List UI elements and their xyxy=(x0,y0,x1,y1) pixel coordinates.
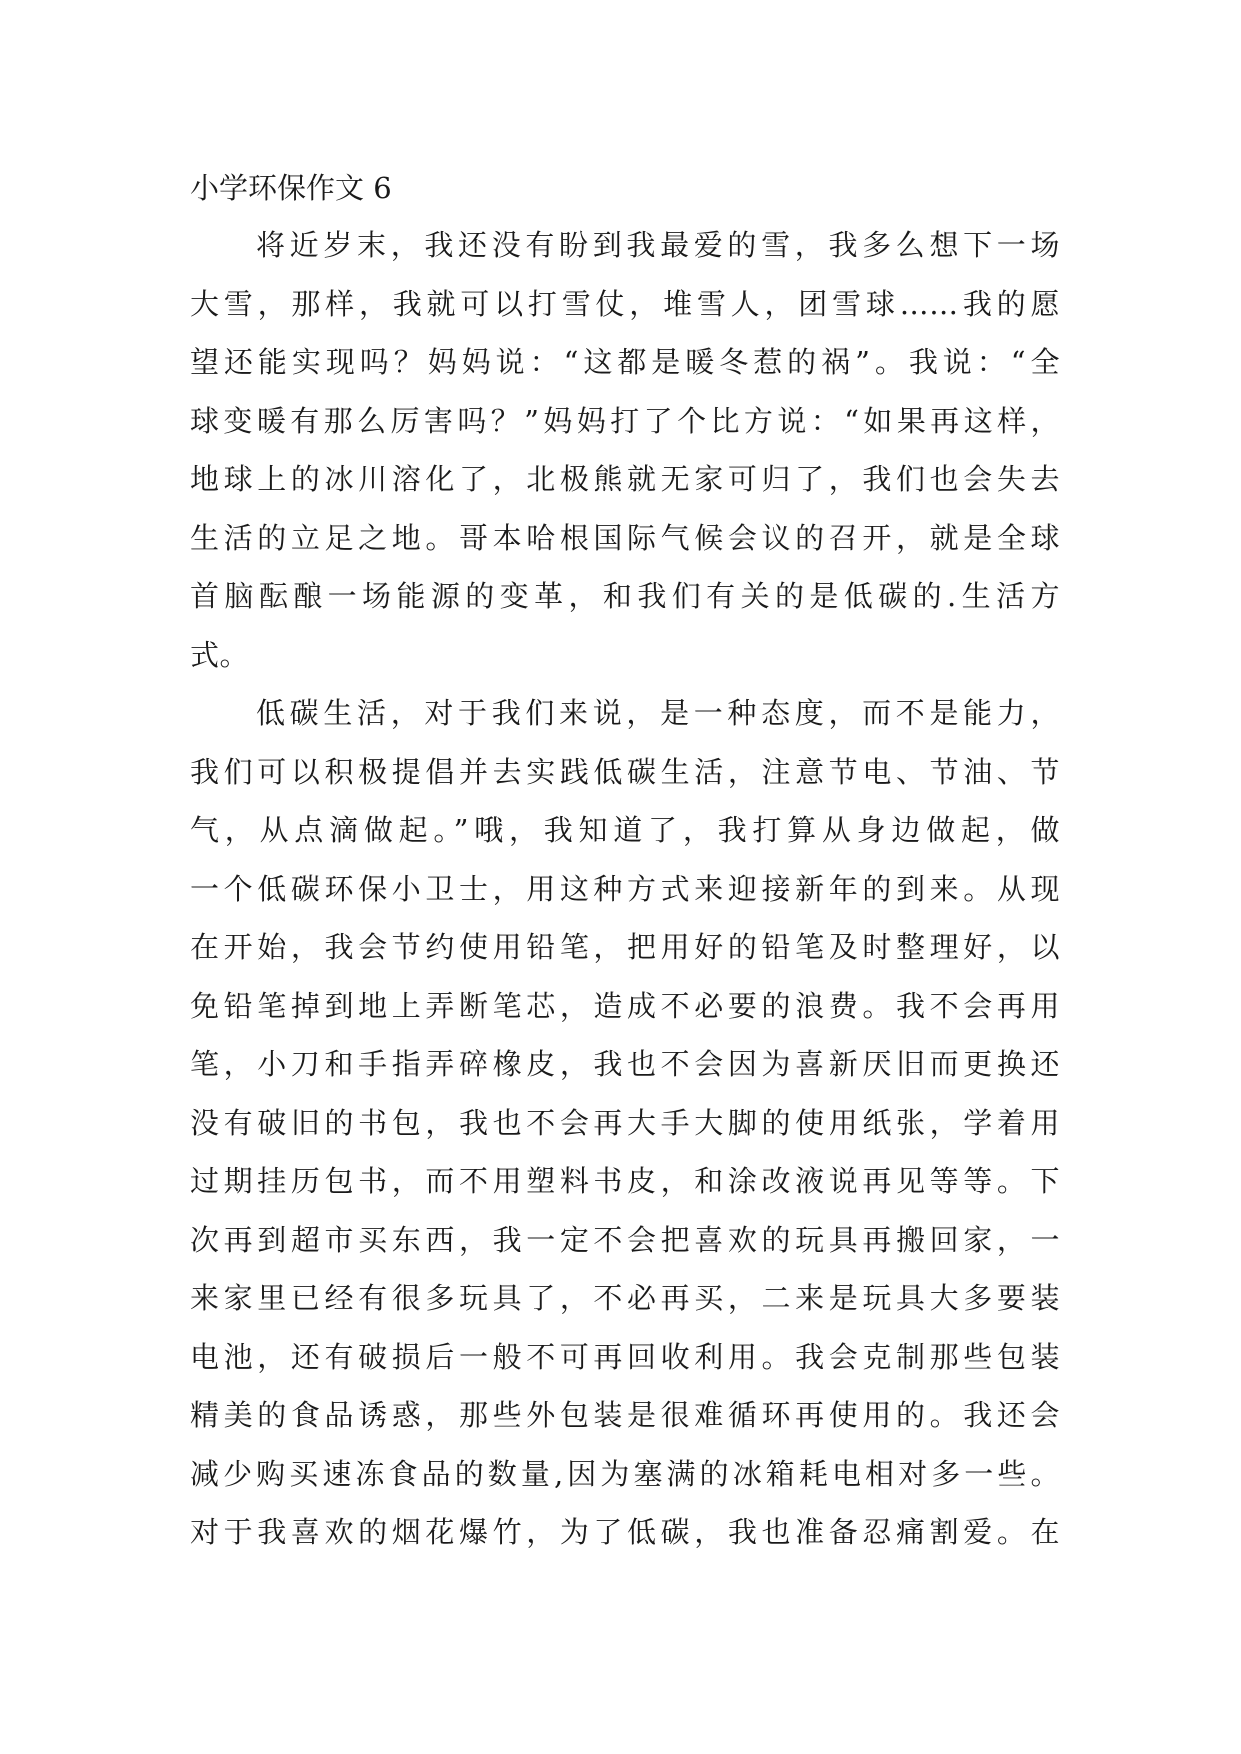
text-line: 望还能实现吗？妈妈说：“这都是暖冬惹的祸”。我说：“全 xyxy=(190,345,1060,379)
text-line: 电池，还有破损后一般不可再回收利用。我会克制那些包装 xyxy=(190,1339,1060,1374)
text-line: 大雪，那样，我就可以打雪仗，堆雪人，团雪球……我的愿 xyxy=(190,286,1060,321)
text-line: 来家里已经有很多玩具了，不必再买，二来是玩具大多要装 xyxy=(190,1281,1060,1315)
paragraph-2 xyxy=(190,684,1060,1562)
text-line: 式。 xyxy=(190,637,250,672)
text-line: 气，从点滴做起。”哦，我知道了，我打算从身边做起，做 xyxy=(190,813,1060,847)
text-line: 将近岁末，我还没有盼到我最爱的雪，我多么想下一场 xyxy=(256,228,1060,262)
text-line: 在开始，我会节约使用铅笔，把用好的铅笔及时整理好，以 xyxy=(190,930,1060,964)
text-line: 球变暖有那么厉害吗？”妈妈打了个比方说：“如果再这样， xyxy=(190,403,1060,438)
text-line: 一个低碳环保小卫士，用这种方式来迎接新年的到来。从现 xyxy=(190,871,1060,906)
text-line: 首脑酝酿一场能源的变革，和我们有关的是低碳的.生活方 xyxy=(190,579,1060,613)
paragraph-1 xyxy=(190,216,1060,684)
text-line: 对于我喜欢的烟花爆竹，为了低碳，我也准备忍痛割爱。在 xyxy=(190,1515,1060,1549)
text-line: 生活的立足之地。哥本哈根国际气候会议的召开，就是全球 xyxy=(190,520,1060,555)
text-line: 次再到超市买东西，我一定不会把喜欢的玩具再搬回家，一 xyxy=(190,1222,1060,1257)
text-line: 我们可以积极提倡并去实践低碳生活，注意节电、节油、节 xyxy=(190,754,1060,789)
document-body xyxy=(190,160,1060,1562)
text-line: 地球上的冰川溶化了，北极熊就无家可归了，我们也会失去 xyxy=(190,462,1060,496)
text-line: 笔，小刀和手指弄碎橡皮，我也不会因为喜新厌旧而更换还 xyxy=(190,1047,1060,1081)
text-line: 没有破旧的书包，我也不会再大手大脚的使用纸张，学着用 xyxy=(190,1105,1060,1140)
document-title: 小学环保作文 6 xyxy=(190,171,392,205)
text-line: 过期挂历包书，而不用塑料书皮，和涂改液说再见等等。下 xyxy=(190,1164,1060,1198)
text-line: 减少购买速冻食品的数量,因为塞满的冰箱耗电相对多一些。 xyxy=(190,1456,1060,1491)
text-line: 精美的食品诱惑，那些外包装是很难循环再使用的。我还会 xyxy=(190,1398,1060,1432)
text-line: 免铅笔掉到地上弄断笔芯，造成不必要的浪费。我不会再用 xyxy=(190,988,1060,1023)
text-line: 低碳生活，对于我们来说，是一种态度，而不是能力， xyxy=(256,696,1060,730)
